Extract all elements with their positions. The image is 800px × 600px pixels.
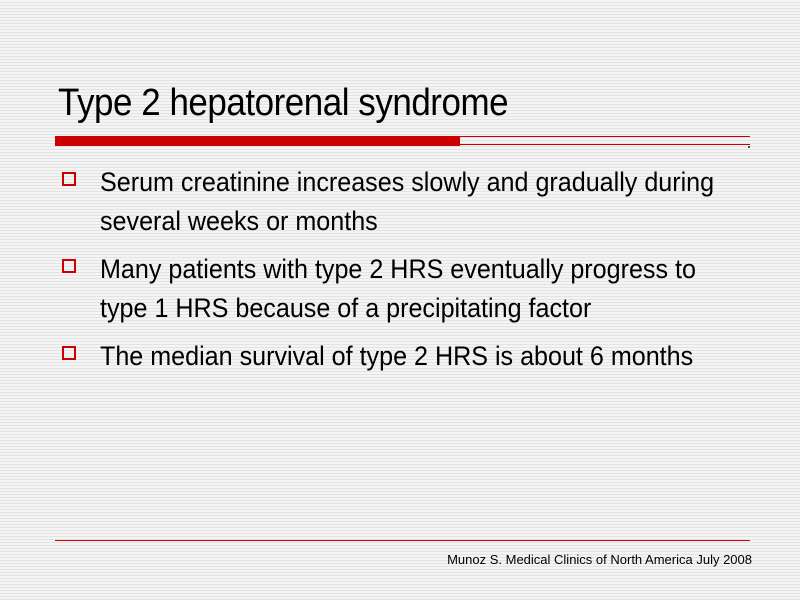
bullet-text: Serum creatinine increases slowly and gradually during several weeks or months	[100, 167, 715, 236]
square-bullet-icon	[62, 346, 76, 360]
decorative-dot	[748, 146, 750, 148]
title-divider-under	[460, 144, 750, 145]
title-divider-thick	[55, 137, 460, 146]
bullet-text: The median survival of type 2 HRS is about 6 months	[100, 341, 694, 371]
square-bullet-icon	[62, 172, 76, 186]
bullet-item	[60, 250, 740, 328]
bullet-text: Many patients with type 2 HRS eventually progress to type 1 HRS because of a precipitating factor	[100, 254, 696, 323]
bullet-item	[60, 163, 740, 241]
slide-title: Type 2 hepatorenal syndrome	[58, 82, 509, 124]
citation-footer: Munoz S. Medical Clinics of North America July 2008	[447, 552, 752, 567]
square-bullet-icon	[62, 259, 76, 273]
footer-divider	[55, 540, 750, 541]
bullet-list	[60, 163, 740, 385]
bullet-item	[60, 337, 740, 376]
